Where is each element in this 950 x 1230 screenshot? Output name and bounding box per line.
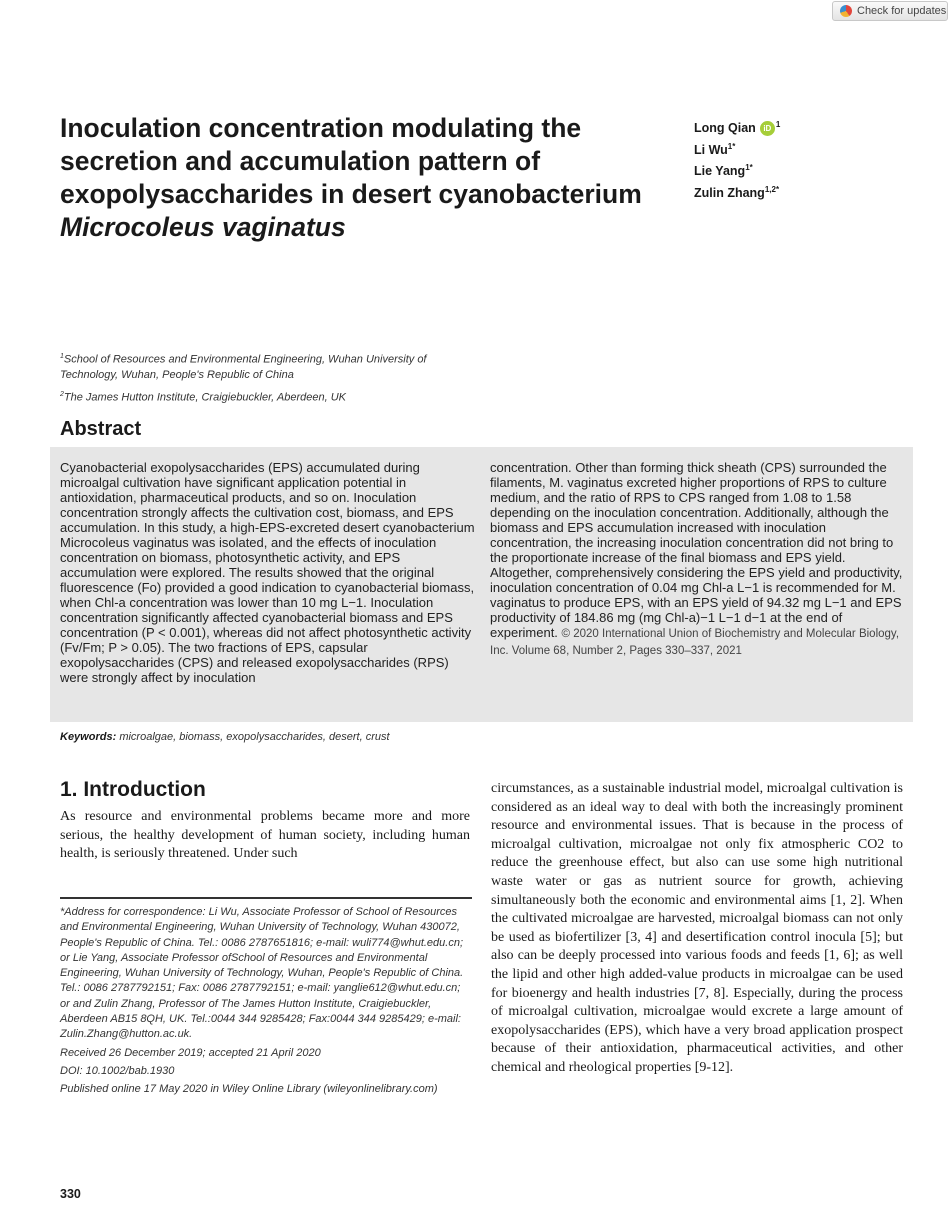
abstract-text: concentration. Other than forming thick sheath (CPS) surrounded the filaments, M. vaginatus excreted higher proportions of RPS to culture medium, and the ratio of RPS to CPS ranged from 1.08 to 1.58 depending on the inoculation concentration. Additionally, although the biomass and EPS accumulation increased with inoculation concentration, the increasing inoculation concentration did not bring to the proportionate increase of the final biomass and EPS yield. Altogether, comprehensively considering the EPS yield and productivity, inoculation concentration of 0.04 mg Chl-a L−1 is recommended for M. vaginatus to produce EPS, with an EPS yield of 94.32 mg L−1 and EPS productivity of 184.86 mg (mg Chl-a)−1 L−1 d−1 at the end of experiment.	[490, 460, 903, 640]
author-list	[694, 116, 780, 203]
title-species: Microcoleus vaginatus	[60, 212, 346, 242]
author: Zulin Zhang$^{1,2*}$	[694, 184, 780, 201]
published-info: Published online 17 May 2020 in Wiley Online Library (wileyonlinelibrary.com)	[60, 1083, 438, 1096]
abstract-column-2	[490, 460, 903, 659]
introduction-heading: 1. Introduction	[60, 778, 206, 801]
copyright-info: © 2020 International Union of Biochemistry and Molecular Biology, Inc. Volume 68, Number 2, Pages 330–337, 2021	[490, 628, 900, 657]
page-number: 330	[60, 1187, 81, 1201]
footnote-divider	[60, 897, 472, 899]
author: Long Qian iD $^1$	[694, 120, 781, 136]
introduction-text-right: circumstances, as a sustainable industrial model, microalgal cultivation is considered as an ideal way to deal with both the increasingly prominent resource and environmental issues. That is because in the process of microalgal cultivation, microalgae not only fix atmospheric CO2 to reduce the greenhouse effect, but also can use some high nutritional waste water or gas as nutrient source for growth, achieving simultaneously both the economic and environmental aims [1, 2]. When the cultivated microalgae are harvested, microalgal biomass can not only be used as biofertilizer [3, 4] and desertification control inocula [5]; but also can be deeply processed into various foods and feeds [1, 6]; as well the lipid and other high added-value products in microalgae can be used for bioenergy and health industries [7, 8]. Especially, during the process of microalgal cultivation, microalgae would excrete a large amount of exopolysaccharides (EPS), which have a very broad application prospect because of their antioxidation, pharmaceutical activities, and other chemical and rheological properties [9-12].	[491, 781, 903, 1075]
keywords	[60, 731, 390, 743]
correspondence-address: *Address for correspondence: Li Wu, Associate Professor of School of Resources and Environmental Engineering, Wuhan University of Technology, Wuhan 430072, People's Republic of China. Tel.: 0086 2787651816; e-mail: wuli774@whut.edu.cn; or Lie Yang, Associate Professor ofSchool of Resources and Environmental Engineering, Wuhan University of Technology, Wuhan, People's Republic of China. Tel.: 0086 2787792151; Fax: 0086 2787792151; e-mail: yanglie612@whut.edu.cn; or and Zulin Zhang, Professor of The James Hutton Institute, Craigiebuckler, Aberdeen AB15 8QH, UK. Tel.:0044 344 9285428; Fax:0044 344 9285429; e-mail: Zulin.Zhang@hutton.ac.uk.	[60, 906, 464, 1041]
check-for-updates-label: Check for updates	[857, 5, 947, 17]
author: Li $Wu^{1*}$	[694, 141, 736, 157]
abstract-box	[50, 447, 913, 722]
affiliation: $^1$School of Resources and Environmental Engineering, Wuhan University of Technology, Wuhan, People's Republic of China	[60, 353, 427, 381]
crossmark-icon	[840, 5, 852, 17]
doi[interactable]: DOI: 10.1002/bab.1930	[60, 1064, 175, 1077]
keywords-label: Keywords:	[60, 731, 117, 743]
introduction-text-left: As resource and environmental problems became more and more serious, the healthy development of human society, including human health, is seriously threatened. Under such	[60, 809, 470, 862]
orcid-icon[interactable]: iD	[760, 121, 775, 136]
article-title	[60, 112, 670, 244]
keywords-text: microalgae, biomass, exopolysaccharides, desert, crust	[119, 731, 390, 743]
check-for-updates-button[interactable]	[832, 1, 948, 21]
abstract-heading: Abstract	[60, 418, 142, 440]
title-main: Inoculation concentration modulating the secretion and accumulation pattern of exopolysaccharides in desert cyanobacterium	[60, 113, 642, 209]
affiliation: $^2$The James Hutton Institute, Craigiebuckler, Aberdeen, UK	[60, 391, 346, 404]
received-date: Received 26 December 2019; accepted 21 April 2020	[60, 1046, 321, 1059]
footnote	[60, 905, 472, 1101]
author: Lie Yang$^{1*}$	[694, 163, 753, 179]
abstract-column-1: Cyanobacterial exopolysaccharides (EPS) accumulated during microalgal cultivation have significant application potential in antioxidation, pharmaceutical products, and so on. Inoculation concentration strongly affects the cultivation cost, biomass, and EPS accumulation. In this study, a high-EPS-excreted desert cyanobacterium Microcoleus vaginatus was isolated, and the effects of inoculation concentration on biomass, photosynthetic activity, and EPS accumulation were explored. The results showed that the original fluorescence (Fo) provided a good indication to cyanobacterial biomass, when Chl-a concentration was lower than 10 mg L−1. Inoculation concentration significantly affected cyanobacterial biomass and EPS concentration (P < 0.001), whereas did not affect photosynthetic activity (Fv/Fm; P > 0.05). The two fractions of EPS, capsular exopolysaccharides (CPS) and released exopolysaccharides (RPS) were strongly affect by inoculation	[60, 460, 475, 685]
